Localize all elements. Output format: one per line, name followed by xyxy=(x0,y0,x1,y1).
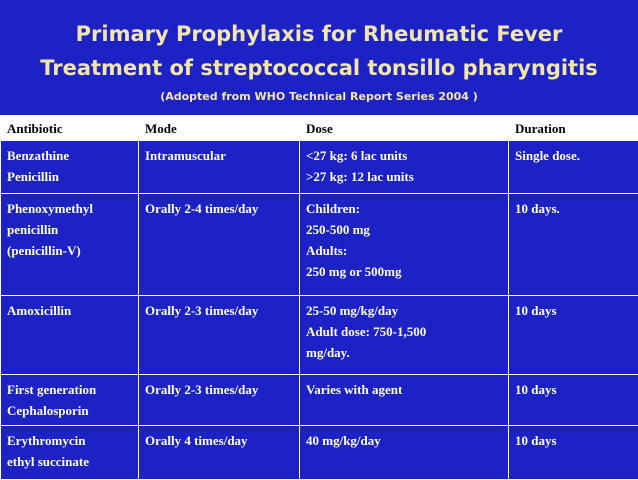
cell-line: mg/day. xyxy=(306,342,503,363)
cell-line: 250-500 mg xyxy=(306,219,503,240)
cell-line: Phenoxymethyl xyxy=(7,198,133,219)
cell-duration xyxy=(509,296,638,375)
cell-line: 10 days xyxy=(515,430,633,451)
cell-mode xyxy=(139,375,300,426)
cell-line: Orally 2-3 times/day xyxy=(145,300,294,321)
cell-antibiotic xyxy=(1,194,139,296)
cell-line: Varies with agent xyxy=(306,379,503,400)
cell-mode xyxy=(139,426,300,480)
cell-duration xyxy=(509,375,638,426)
cell-dose xyxy=(300,194,509,296)
cell-antibiotic xyxy=(1,296,139,375)
cell-line: First generation xyxy=(7,379,133,400)
table-row xyxy=(1,296,638,375)
cell-mode xyxy=(139,194,300,296)
cell-antibiotic xyxy=(1,375,139,426)
cell-dose xyxy=(300,375,509,426)
table-header-row xyxy=(1,116,638,141)
table-row xyxy=(1,194,638,296)
cell-duration xyxy=(509,141,638,194)
cell-duration xyxy=(509,194,638,296)
header-antibiotic: Antibiotic xyxy=(1,116,139,141)
cell-dose xyxy=(300,426,509,480)
cell-line: <27 kg: 6 lac units xyxy=(306,145,503,166)
cell-line: Erythromycin xyxy=(7,430,133,451)
cell-mode xyxy=(139,296,300,375)
prophylaxis-table xyxy=(0,115,638,480)
cell-line: penicillin xyxy=(7,219,133,240)
cell-line: Adults: xyxy=(306,240,503,261)
cell-line: Cephalosporin xyxy=(7,400,133,421)
header-mode: Mode xyxy=(139,116,300,141)
cell-dose xyxy=(300,141,509,194)
cell-line: ethyl succinate xyxy=(7,451,133,472)
header-dose: Dose xyxy=(300,116,509,141)
cell-line: Intramuscular xyxy=(145,145,294,166)
cell-line: Orally 2-3 times/day xyxy=(145,379,294,400)
cell-line: Children: xyxy=(306,198,503,219)
cell-line: >27 kg: 12 lac units xyxy=(306,166,503,187)
table-row xyxy=(1,375,638,426)
slide-subtitle: (Adopted from WHO Technical Report Series 2004 ) xyxy=(0,90,638,103)
cell-antibiotic xyxy=(1,426,139,480)
cell-line: Penicillin xyxy=(7,166,133,187)
cell-dose xyxy=(300,296,509,375)
cell-line: Adult dose: 750-1,500 xyxy=(306,321,503,342)
cell-line: Single dose. xyxy=(515,145,633,166)
cell-antibiotic xyxy=(1,141,139,194)
slide-title-line2: Treatment of streptococcal tonsillo pharyngitis xyxy=(0,56,638,80)
cell-line: 25-50 mg/kg/day xyxy=(306,300,503,321)
table-row xyxy=(1,426,638,480)
slide-title-line1: Primary Prophylaxis for Rheumatic Fever xyxy=(0,22,638,46)
cell-line: 250 mg or 500mg xyxy=(306,261,503,282)
cell-line: Orally 4 times/day xyxy=(145,430,294,451)
cell-line: (penicillin-V) xyxy=(7,240,133,261)
cell-line: 40 mg/kg/day xyxy=(306,430,503,451)
cell-line: Benzathine xyxy=(7,145,133,166)
cell-line: 10 days xyxy=(515,300,633,321)
header-duration: Duration xyxy=(509,116,638,141)
cell-duration xyxy=(509,426,638,480)
cell-line: 10 days. xyxy=(515,198,633,219)
cell-line: Orally 2-4 times/day xyxy=(145,198,294,219)
cell-mode xyxy=(139,141,300,194)
cell-line: 10 days xyxy=(515,379,633,400)
table-row xyxy=(1,141,638,194)
cell-line: Amoxicillin xyxy=(7,300,133,321)
